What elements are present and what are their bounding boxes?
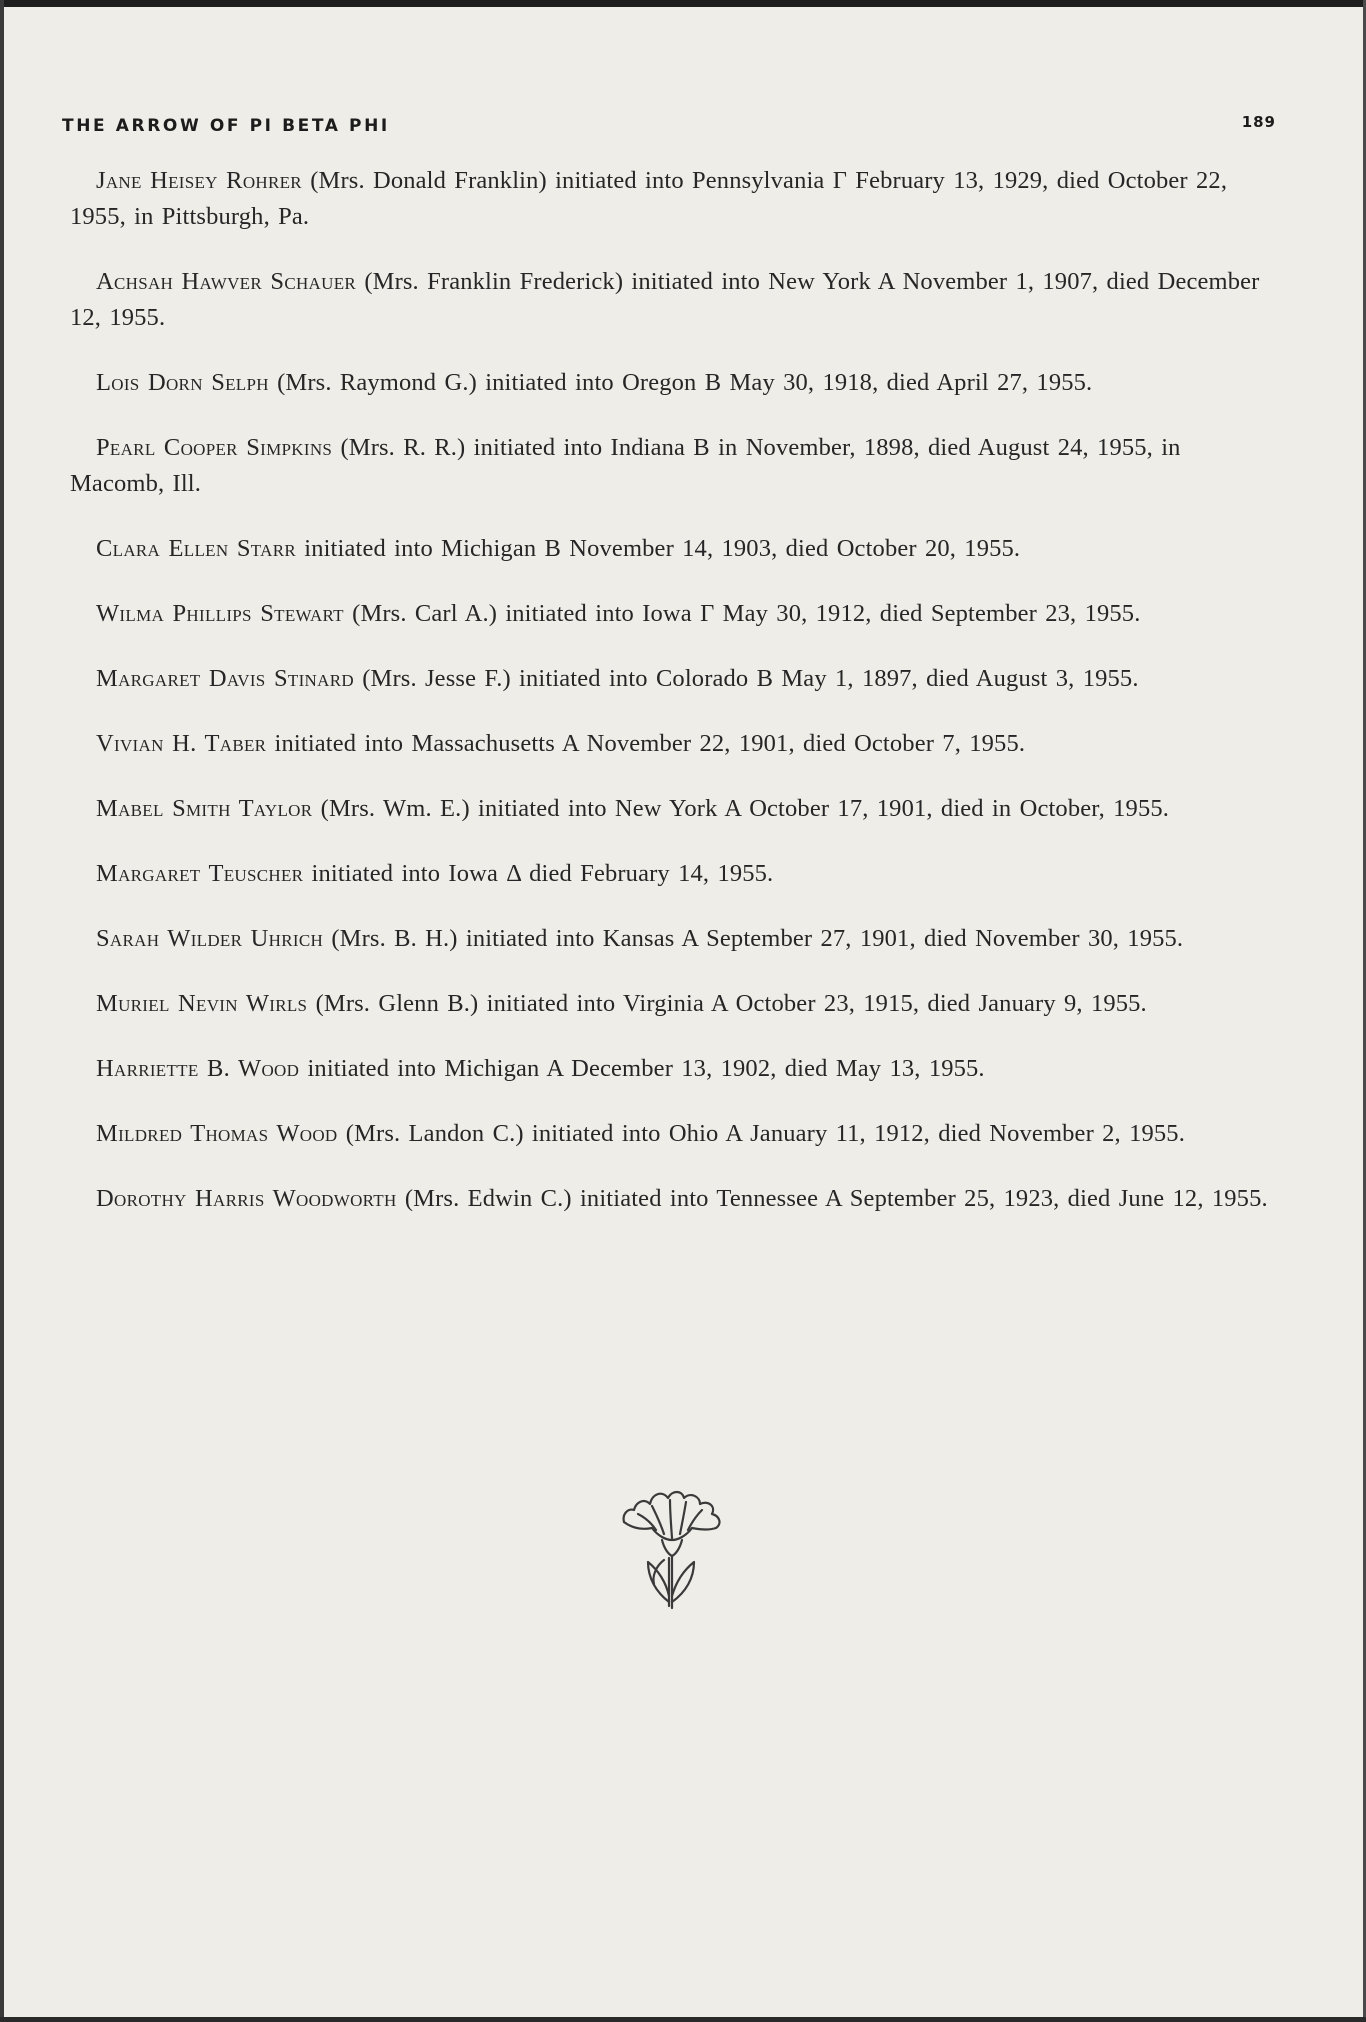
- member-name: Vivian H. Taber: [96, 730, 267, 757]
- member-name: Harriette B. Wood: [96, 1055, 300, 1082]
- obituary-entry: [70, 596, 1274, 632]
- obituary-list: [70, 163, 1274, 1246]
- obituary-entry: [70, 531, 1274, 567]
- member-name: Wilma Phillips Stewart: [96, 600, 344, 627]
- obituary-entry: [70, 986, 1274, 1022]
- obituary-entry: [70, 1116, 1274, 1152]
- member-name: Margaret Teuscher: [96, 860, 304, 887]
- entry-text: (Mrs. Edwin C.) initiated into Tennessee A September 25, 1923, died June 12, 1955.: [396, 1185, 1268, 1212]
- entry-text: (Mrs. Wm. E.) initiated into New York A October 17, 1901, died in October, 1955.: [312, 795, 1170, 822]
- entry-text: (Mrs. Glenn B.) initiated into Virginia A October 23, 1915, died January 9, 1955.: [307, 990, 1147, 1017]
- entry-text: (Mrs. Jesse F.) initiated into Colorado B May 1, 1897, died August 3, 1955.: [353, 665, 1139, 692]
- entry-text: initiated into Iowa Δ died February 14, 1955.: [303, 860, 774, 887]
- page-number: 189: [1241, 113, 1276, 131]
- obituary-entry: [70, 1051, 1274, 1087]
- journal-title: THE ARROW OF PI BETA PHI: [62, 116, 390, 136]
- obituary-entry: [70, 661, 1274, 697]
- member-name: Jane Heisey Rohrer: [96, 167, 302, 194]
- entry-text: (Mrs. Franklin Frederick) initiated into New York A November 1, 1907, died December 12, 1955.: [70, 268, 1260, 331]
- member-name: Pearl Cooper Simpkins: [96, 434, 333, 461]
- obituary-entry: [70, 726, 1274, 762]
- entry-text: initiated into Michigan B November 14, 1903, died October 20, 1955.: [295, 535, 1021, 562]
- entry-text: (Mrs. Raymond G.) initiated into Oregon B May 30, 1918, died April 27, 1955.: [268, 369, 1093, 396]
- member-name: Lois Dorn Selph: [96, 369, 269, 396]
- scan-border-left: [0, 0, 4, 2022]
- obituary-entry: [70, 365, 1274, 401]
- obituary-entry: [70, 1181, 1274, 1217]
- running-head: [62, 113, 1276, 142]
- obituary-entry: [70, 430, 1274, 502]
- member-name: Margaret Davis Stinard: [96, 665, 354, 692]
- obituary-entry: [70, 791, 1274, 827]
- obituary-entry: [70, 163, 1274, 235]
- obituary-entry: [70, 856, 1274, 892]
- member-name: Mabel Smith Taylor: [96, 795, 313, 822]
- member-name: Clara Ellen Starr: [96, 535, 296, 562]
- member-name: Dorothy Harris Woodworth: [96, 1185, 397, 1212]
- member-name: Mildred Thomas Wood: [96, 1120, 338, 1147]
- entry-text: initiated into Michigan A December 13, 1902, died May 13, 1955.: [299, 1055, 985, 1082]
- obituary-entry: [70, 921, 1274, 957]
- entry-text: (Mrs. B. H.) initiated into Kansas A September 27, 1901, died November 30, 1955.: [323, 925, 1184, 952]
- member-name: Achsah Hawver Schauer: [96, 268, 357, 295]
- scan-border-top: [0, 0, 1366, 7]
- entry-text: (Mrs. Landon C.) initiated into Ohio A January 11, 1912, died November 2, 1955.: [337, 1120, 1185, 1147]
- member-name: Muriel Nevin Wirls: [96, 990, 308, 1017]
- scan-border-bottom: [0, 2017, 1366, 2022]
- obituary-entry: [70, 264, 1274, 336]
- entry-text: initiated into Massachusetts A November 22, 1901, died October 7, 1955.: [266, 730, 1026, 757]
- entry-text: (Mrs. R. R.) initiated into Indiana B in November, 1898, died August 24, 1955, in Macomb, Ill.: [70, 434, 1181, 497]
- member-name: Sarah Wilder Uhrich: [96, 925, 324, 952]
- entry-text: (Mrs. Donald Franklin) initiated into Pennsylvania Γ February 13, 1929, died October 22, 1955, in Pittsburgh, Pa.: [70, 167, 1228, 230]
- carnation-flower-icon: [612, 1484, 732, 1614]
- entry-text: (Mrs. Carl A.) initiated into Iowa Γ May 30, 1912, died September 23, 1955.: [343, 600, 1141, 627]
